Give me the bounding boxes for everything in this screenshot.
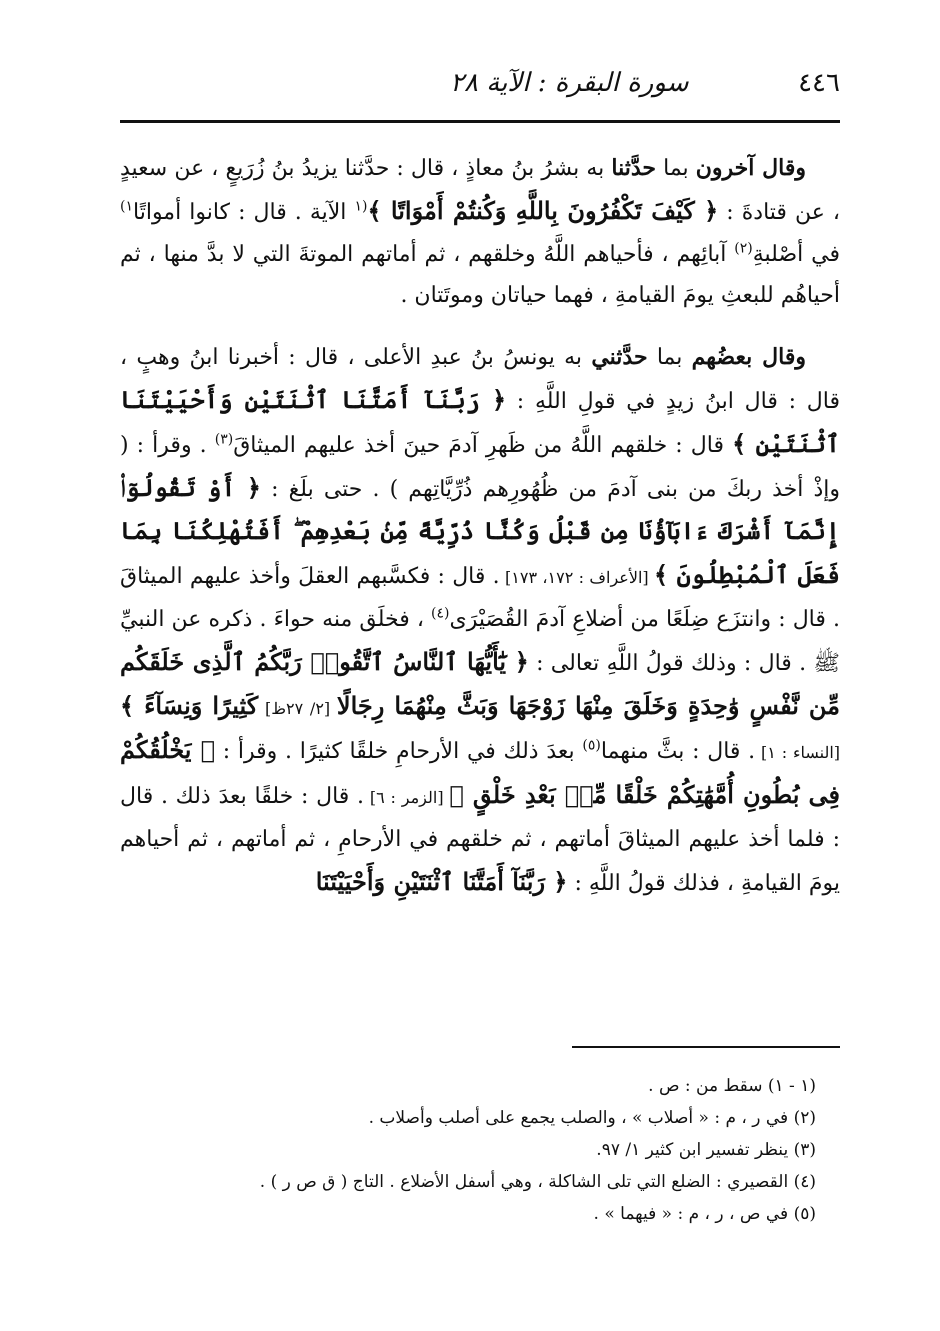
paragraph-lead: وقال بعضُهم: [691, 344, 806, 371]
footnote-marker: (٣): [214, 431, 234, 448]
main-text: [120, 148, 840, 905]
verse-reference: [النساء : ١]: [755, 743, 841, 763]
footnote-marker: (٤): [431, 605, 450, 622]
quran-quote: كَثِيرًا وَنِسَآءً ﴾: [120, 690, 259, 720]
header-rule: [120, 120, 840, 123]
text-span: . وقرأ : ( وإذْ أخذ ربكَ من بنى آدمَ من ظُهُورِهم ذُرِّيَّاتِهم ) . حتى بلَغ :: [120, 432, 840, 502]
footnote-2: (٢) في ر ، م : « أصلاب » ، والصلب يجمع على أصلب وأصلاب .: [368, 1108, 816, 1128]
quran-quote: ﴿ كَيْفَ تَكْفُرُونَ بِاللَّهِ وَكُنتُمْ أَمْوَاتًا ﴾: [367, 195, 719, 225]
verse-reference: [الزمر : ٦]: [364, 788, 450, 808]
page-number: ٤٤٦: [798, 68, 840, 98]
manuscript-marker: [٢/ ٢٧ظ]: [258, 698, 337, 718]
footnote-marker: (١: [354, 198, 368, 215]
footnote-rule: [572, 1046, 840, 1048]
text-span: به يونسُ بنُ عبدِ الأعلى ، قال : أخبرنا ابنُ وهبٍ ، قال : قال ابنُ زيدٍ في قولِ اللَّهِ :: [120, 345, 841, 414]
footnote-marker: (٥): [582, 738, 601, 755]
text-span: به بشرُ بنُ معاذٍ ، قال : حدَّثنا يزيدُ بنُ زُرَيعٍ ، عن سعيدٍ ، عن قتادةَ :: [120, 156, 841, 225]
paragraph-1: [120, 148, 840, 317]
paragraph-2: [120, 337, 840, 904]
quran-quote: ﴿ رَبَّنَآ أَمَتَّنَا ٱثْنَتَيْنِ وَأَحْيَيْتَنَا: [315, 866, 568, 896]
text-span: بما: [647, 345, 692, 371]
text-span: ، فخلَق منه حواءَ . ذكره عن النبيِّ ﷺ . قال : وذلك قولُ اللَّهِ تعالى :: [120, 606, 840, 676]
quran-quote: ﴿ رَبَّنَآ أَمَتَّنَا ٱثْنَتَيْنِ وَأَحْيَيْتَنَا ٱثْنَتَيْنِ ﴾: [120, 384, 840, 458]
running-title: سورة البقرة : الآية ٢٨: [450, 68, 689, 98]
text-span: قال : خلقهم اللَّهُ من ظَهرِ آدمَ حينَ أخذ عليهم الميثاقَ: [233, 432, 733, 458]
text-span: بما: [656, 156, 696, 181]
footnote-4: (٤) القصيري : الضلع التي تلى الشاكلة ، وهي أسفل الأضلاع . التاج ( ق ص ر ) .: [259, 1172, 816, 1192]
text-span: . قال : بثَّ منهما: [600, 739, 756, 765]
footnotes: [120, 1070, 840, 1230]
page-header: [120, 62, 840, 110]
text-span: . قال : خلقًا بعدَ ذلك . قال : فلما أخذ عليهم الميثاقَ أماتهم ، ثم خلقهم في الأرحامِ ، ثم أماتهم ، ثم أحياهم يومَ القيامةِ ، فذلك قولُ اللَّهِ :: [120, 784, 840, 896]
footnote-marker: (٢): [734, 240, 753, 257]
footnote-5: (٥) في ص ، ر ، م : « فيهما » .: [593, 1204, 816, 1224]
footnote-3: (٣) ينظر تفسير ابن كثير ١/ ٩٧.: [596, 1140, 816, 1160]
footnote-1: (١ - ١) سقط من : ص .: [648, 1076, 816, 1096]
text-span: في أصْلبةِ: [752, 241, 840, 267]
footnote-marker: ١): [120, 198, 133, 215]
verse-reference: [الأعراف : ١٧٢، ١٧٣]: [499, 568, 654, 588]
paragraph-lead: وقال آخرون: [695, 155, 806, 181]
quran-quote: ﴿ يَٰٓأَيُّهَا ٱلنَّاسُ ٱتَّقُوا۟ رَبَّكُمُ ٱلَّذِى خَلَقَكُم مِّن نَّفْسٍ وَٰحِدَةٍ وَخَلَقَ مِنْهَا زَوْجَهَا وَبَثَّ مِنْهُمَا رِجَالًا: [120, 646, 841, 720]
narration-verb: حدَّثنا: [611, 155, 657, 181]
text-span: الآية . قال : كانوا أمواتًا: [133, 199, 355, 225]
text-span: بعدَ ذلك في الأرحامِ خلقًا كثيرًا . وقرأ :: [215, 739, 583, 765]
quran-quote: ﴿ أَوْ تَقُولُوٓا۟ إِنَّمَآ أَشْرَكَ ءَابَآؤُنَا مِن قَبْلُ وَكُنَّا ذُرِّيَّةً مِّنۢ بَعْدِهِمْ ۖ أَفَتُهْلِكُنَا بِمَا فَعَلَ ٱلْمُبْطِلُونَ ﴾: [120, 472, 840, 590]
narration-verb: حدَّثني: [591, 344, 648, 371]
text-span: آبائِهم ، فأحياهم اللَّهُ وخلقهم ، ثم أماتهم الموتةَ التي لا بدَّ منها ، ثم أحياهُم للبعثِ يومَ القيامةِ ، فهما حياتان وموتَتان .: [120, 241, 840, 309]
text-span: . قال : فكسَّبهم العقلَ وأخذ عليهم الميثاقَ . قال : وانتزَع ضِلَعًا من أضلاعِ آدمَ القُصَيْرَى: [120, 564, 840, 632]
quran-quote: ﴿ يَخْلُقُكُمْ فِى بُطُونِ أُمَّهَٰتِكُمْ خَلْقًا مِّنۢ بَعْدِ خَلْقٍ ﴾: [120, 735, 841, 810]
